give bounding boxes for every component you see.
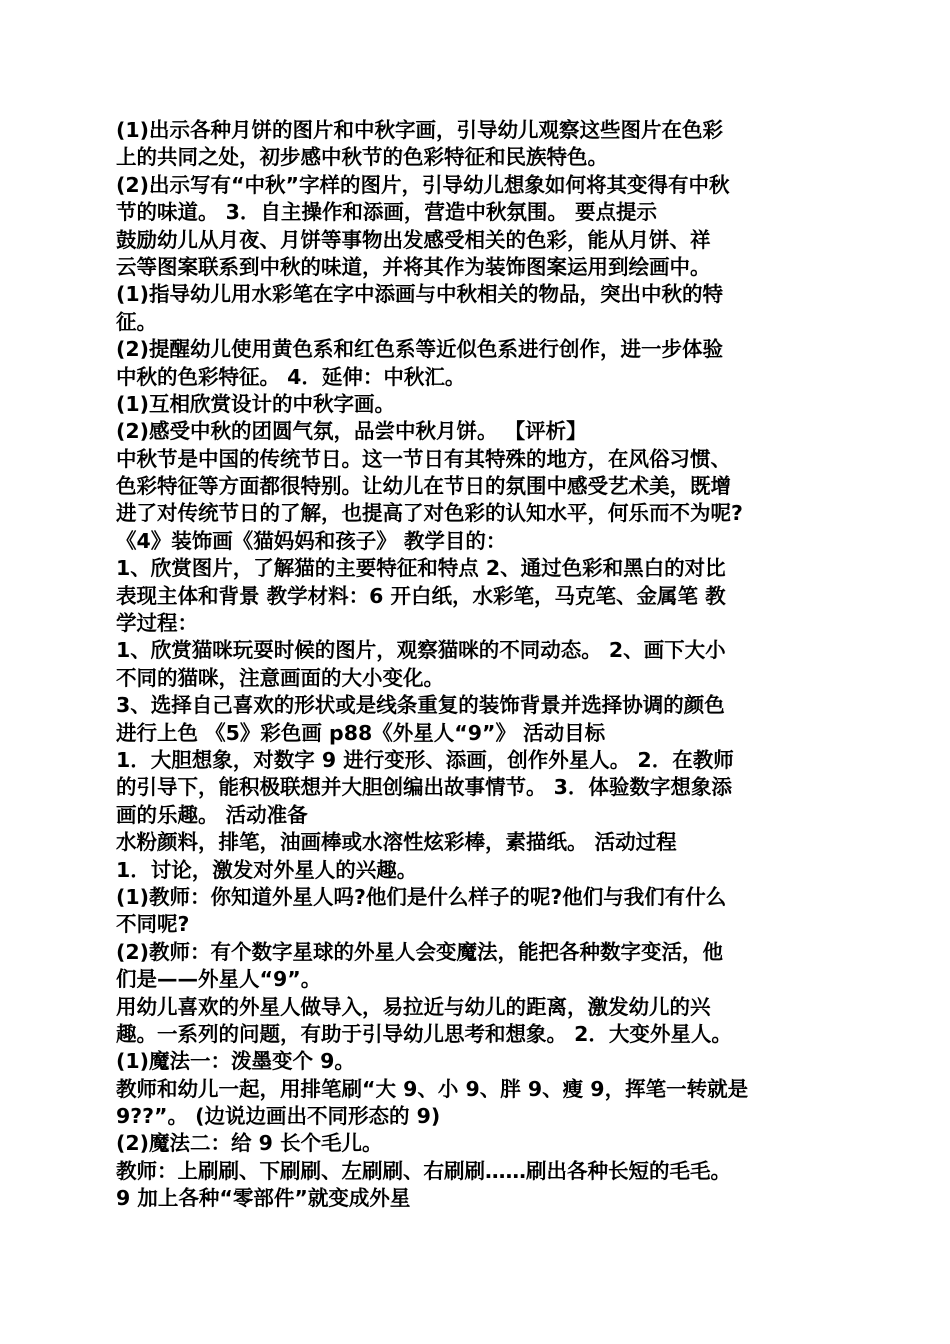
text-line: 《4》装饰画《猫妈妈和孩子》 教学目的： bbox=[116, 528, 507, 553]
text-line: 用幼儿喜欢的外星人做导入，易拉近与幼儿的距离，激发幼儿的兴 bbox=[116, 994, 711, 1019]
text-line: 征。 bbox=[116, 309, 157, 334]
text-line: 不同的猫咪，注意画面的大小变化。 bbox=[116, 665, 444, 690]
text-line: 鼓励幼儿从月夜、月饼等事物出发感受相关的色彩，能从月饼、祥 bbox=[116, 227, 711, 252]
text-line: (2)提醒幼儿使用黄色系和红色系等近似色系进行创作，进一步体验 bbox=[116, 337, 724, 362]
text-line: 表现主体和背景 教学材料：6 开白纸，水彩笔，马克笔、金属笔 教 bbox=[116, 583, 726, 608]
text-line: (2)教师：有个数字星球的外星人会变魔法，能把各种数字变活，他 bbox=[116, 939, 724, 964]
text-line: 1．讨论，激发对外星人的兴趣。 bbox=[116, 857, 418, 882]
document-body bbox=[116, 117, 832, 1213]
text-line: 上的共同之处，初步感中秋节的色彩特征和民族特色。 bbox=[116, 145, 608, 170]
text-line: 进行上色 《5》彩色画 p88《外星人“9”》 活动目标 bbox=[116, 720, 606, 745]
text-line: (1)教师：你知道外星人吗?他们是什么样子的呢?他们与我们有什么 bbox=[116, 884, 727, 909]
text-line: 进了对传统节日的了解，也提高了对色彩的认知水平，何乐而不为呢? bbox=[116, 501, 743, 526]
text-line: 不同呢? bbox=[116, 912, 190, 937]
text-line: 们是——外星人“9”。 bbox=[116, 967, 322, 992]
text-line: 1、欣赏图片，了解猫的主要特征和特点 2、通过色彩和黑白的对比 bbox=[116, 556, 726, 581]
text-line: 1、欣赏猫咪玩耍时候的图片，观察猫咪的不同动态。 2、画下大小 bbox=[116, 638, 726, 663]
text-line: 云等图案联系到中秋的味道，并将其作为装饰图案运用到绘画中。 bbox=[116, 254, 711, 279]
text-line: 3、选择自己喜欢的形状或是线条重复的装饰背景并选择协调的颜色 bbox=[116, 693, 725, 718]
text-line: 1．大胆想象，对数字 9 进行变形、添画，创作外星人。 2．在教师 bbox=[116, 747, 734, 772]
text-line: 画的乐趣。 活动准备 bbox=[116, 802, 308, 827]
text-line: (2)感受中秋的团圆气氛，品尝中秋月饼。 【评析】 bbox=[116, 419, 587, 444]
text-line: (1)魔法一：泼墨变个 9。 bbox=[116, 1049, 355, 1074]
text-line: 9??”。 (边说边画出不同形态的 9) bbox=[116, 1104, 441, 1129]
text-line: 9 加上各种“零部件”就变成外星 bbox=[116, 1186, 411, 1211]
text-line: 趣。一系列的问题，有助于引导幼儿思考和想象。 2．大变外星人。 bbox=[116, 1021, 732, 1046]
text-line: 节的味道。 3．自主操作和添画，营造中秋氛围。 要点提示 bbox=[116, 200, 658, 225]
text-line: 教师：上刷刷、下刷刷、左刷刷、右刷刷……刷出各种长短的毛毛。 bbox=[116, 1158, 731, 1183]
text-line: 学过程： bbox=[116, 611, 198, 636]
text-line: 中秋的色彩特征。 4．延伸：中秋汇。 bbox=[116, 364, 466, 389]
text-line: 的引导下，能积极联想并大胆创编出故事情节。 3．体验数字想象添 bbox=[116, 775, 732, 800]
text-line: (2)魔法二：给 9 长个毛儿。 bbox=[116, 1131, 383, 1156]
text-line: 色彩特征等方面都很特别。让幼儿在节日的氛围中感受艺术美，既增 bbox=[116, 474, 731, 499]
text-line: (1)指导幼儿用水彩笔在字中添画与中秋相关的物品，突出中秋的特 bbox=[116, 282, 724, 307]
text-line: 教师和幼儿一起，用排笔刷“大 9、小 9、胖 9、瘦 9，挥笔一转就是 bbox=[116, 1076, 749, 1101]
text-line: (2)出示写有“中秋”字样的图片，引导幼儿想象如何将其变得有中秋 bbox=[116, 172, 730, 197]
text-line: (1)互相欣赏设计的中秋字画。 bbox=[116, 391, 396, 416]
text-line: 中秋节是中国的传统节日。这一节日有其特殊的地方，在风俗习惯、 bbox=[116, 446, 731, 471]
text-line: (1)出示各种月饼的图片和中秋字画，引导幼儿观察这些图片在色彩 bbox=[116, 118, 724, 142]
text-line: 水粉颜料，排笔，油画棒或水溶性炫彩棒，素描纸。 活动过程 bbox=[116, 830, 677, 855]
